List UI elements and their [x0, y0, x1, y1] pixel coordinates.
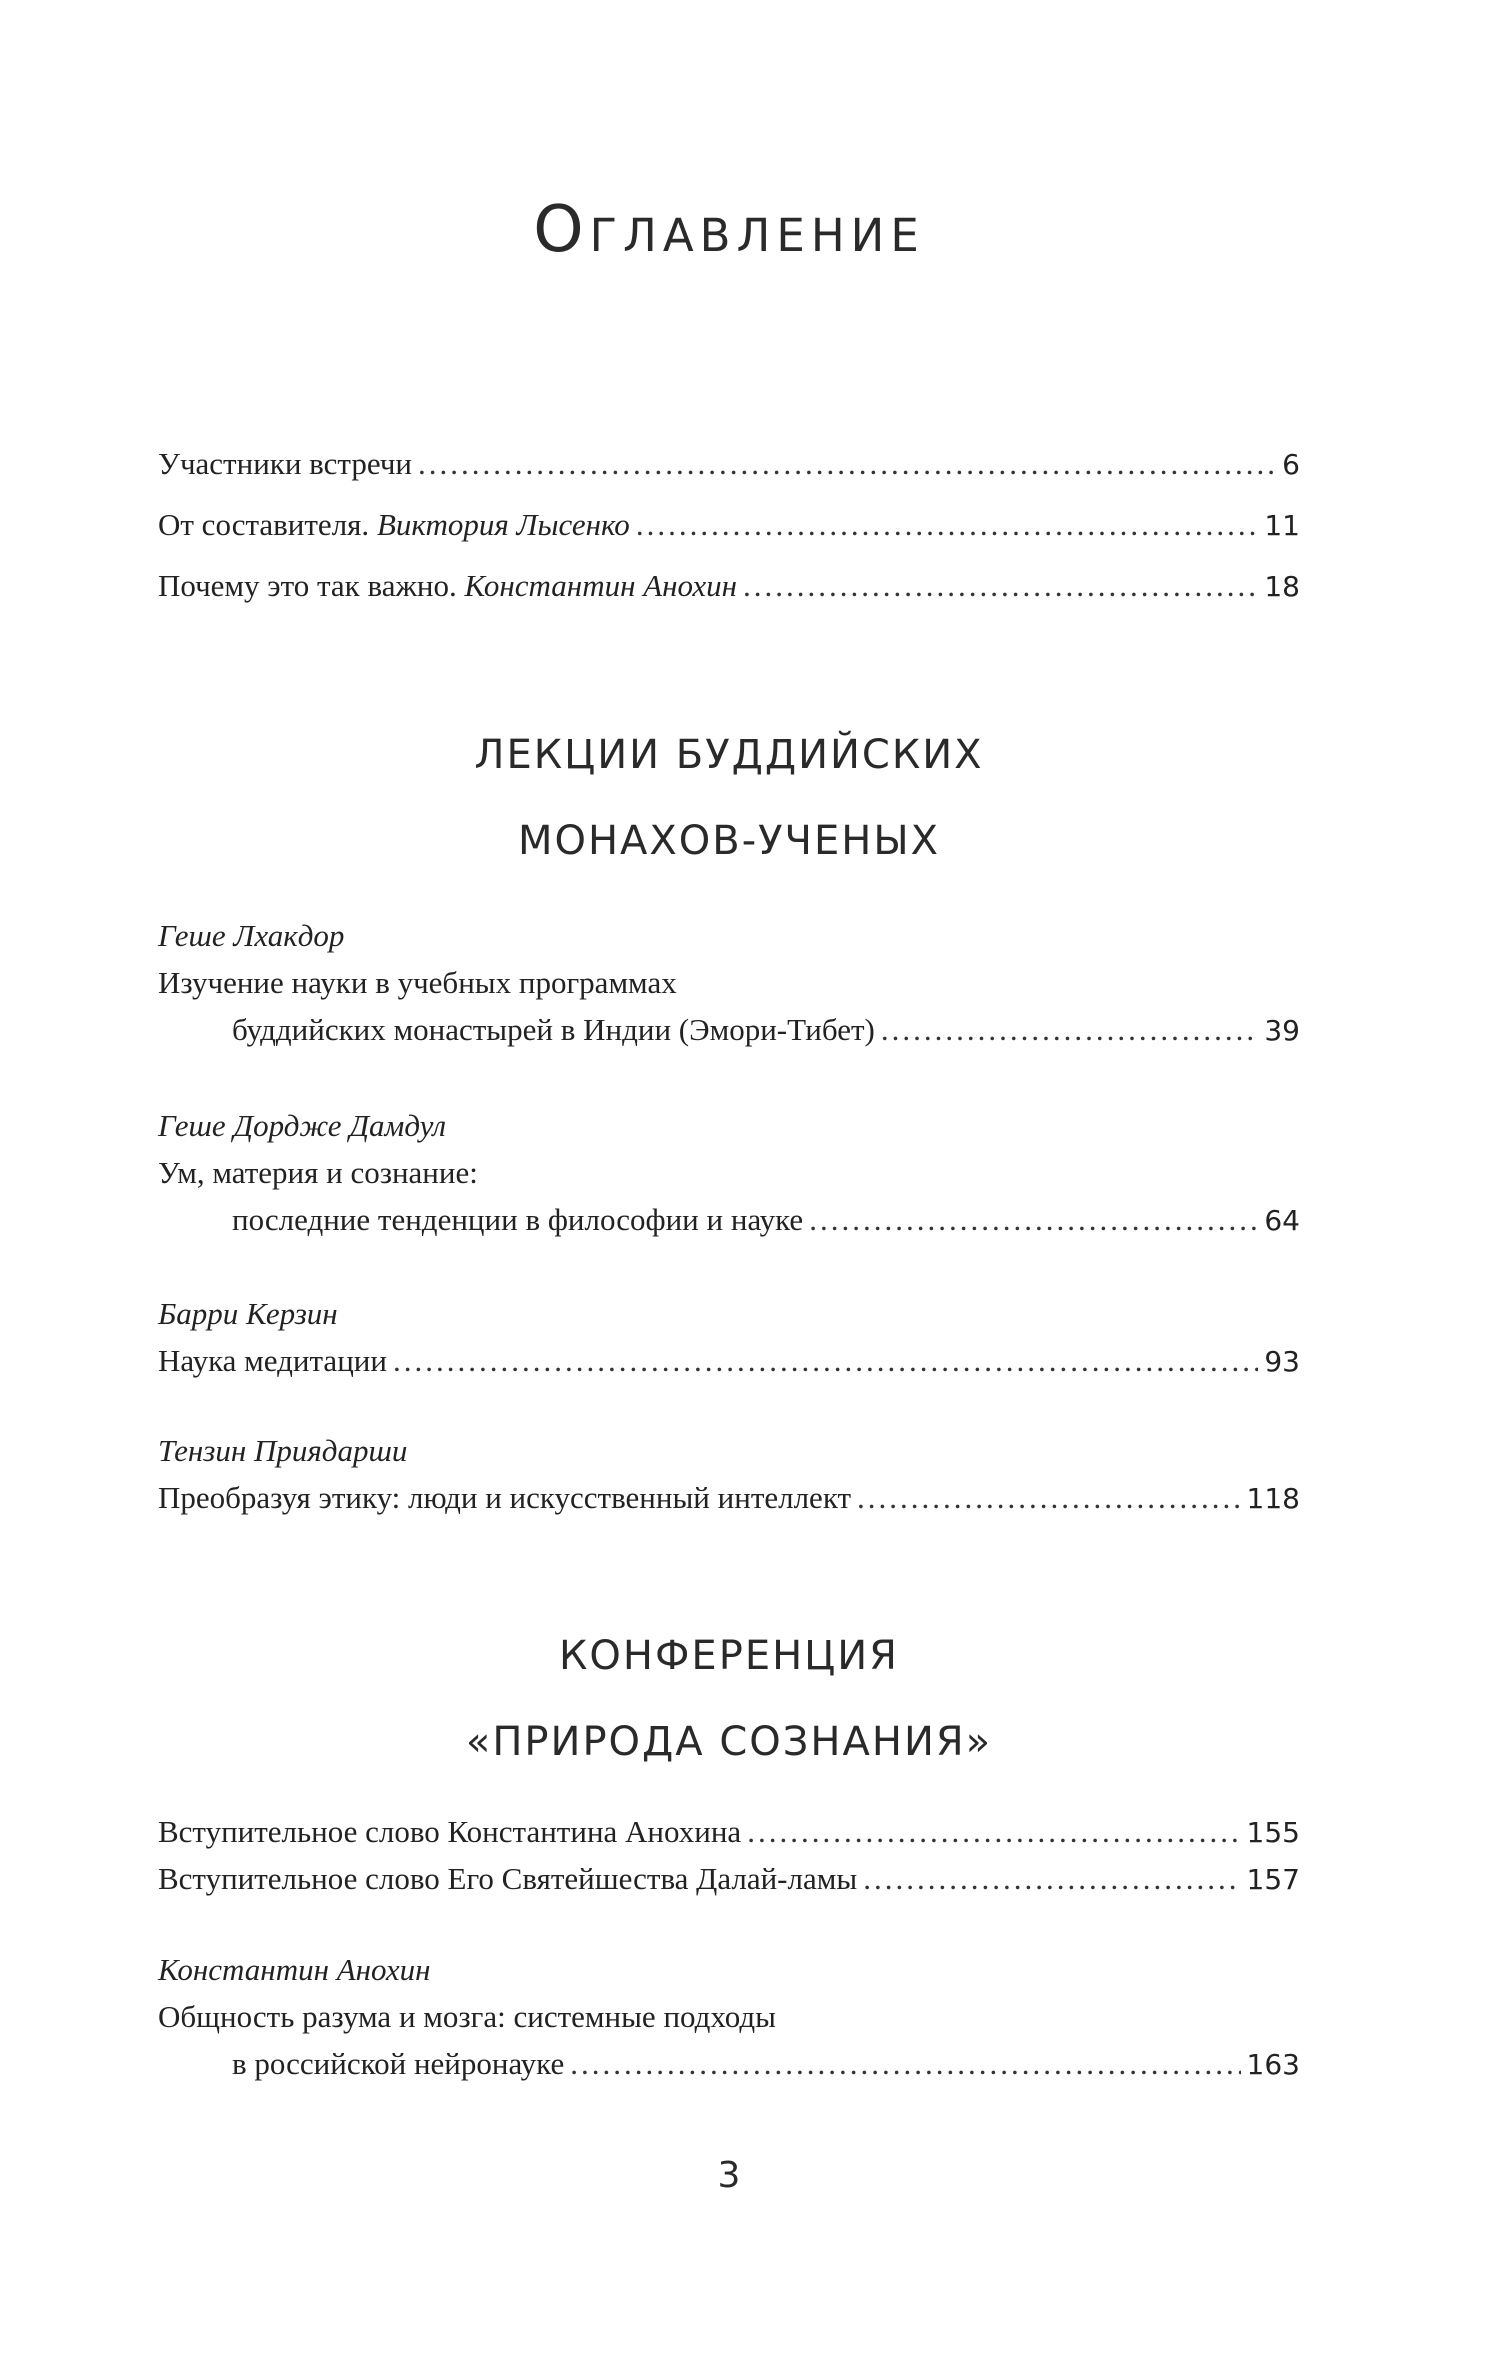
entry-text: Преобразуя этику: люди и искусственный интеллект [158, 1480, 852, 1515]
leader-dots [570, 2040, 1240, 2087]
toc-entry-intro-anokhin[interactable] [158, 1808, 1300, 1856]
section-heading-line: «ПРИРОДА СОЗНАНИЯ» [465, 1719, 993, 1765]
toc-entry-kerzin[interactable] [158, 1290, 1300, 1385]
entry-author: Константин Анохин [158, 1952, 431, 1987]
entry-author: Тензин Приядарши [158, 1433, 408, 1468]
section-heading-conference [158, 1613, 1300, 1785]
toc-entry-lhakdor[interactable] [158, 912, 1300, 1054]
page-ref: 93 [1264, 1345, 1300, 1378]
page-title: Оглавление [533, 193, 925, 267]
toc-entry-damdul[interactable] [158, 1102, 1300, 1244]
toc-entry-why-important[interactable] [158, 562, 1300, 610]
entry-text-continued: в российской нейронауке [232, 2046, 565, 2081]
entry-text: Участники встречи [158, 446, 412, 481]
entry-text-continued: последние тенденции в философии и науке [232, 1202, 804, 1237]
leader-dots [863, 1855, 1240, 1902]
entry-text: Почему это так важно. [158, 568, 465, 603]
entry-text: Наука медитации [158, 1343, 387, 1378]
entry-text: Изучение науки в учебных программах [158, 965, 677, 1000]
toc-page [158, 0, 1300, 2377]
leader-dots [857, 1474, 1241, 1521]
entry-author: Виктория Лысенко [376, 507, 630, 542]
leader-dots [393, 1337, 1258, 1384]
entry-text: От составителя. [158, 507, 377, 542]
toc-entry-compiler[interactable] [158, 501, 1300, 549]
section-heading-line: ЛЕКЦИИ БУДДИЙСКИХ [474, 732, 984, 778]
page-ref: 163 [1246, 2048, 1300, 2081]
entry-text: Вступительное слово Его Святейшества Далай-ламы [158, 1861, 858, 1896]
page-number: 3 [717, 2155, 741, 2196]
leader-dots [747, 1808, 1240, 1855]
toc-entry-anokhin[interactable] [158, 1946, 1300, 2088]
section-heading-line: МОНАХОВ-УЧЕНЫХ [517, 818, 941, 864]
entry-author: Геше Дордже Дамдул [158, 1108, 447, 1143]
page-ref: 6 [1282, 448, 1300, 481]
leader-dots [881, 1006, 1259, 1053]
section-heading-line: КОНФЕРЕНЦИЯ [559, 1633, 899, 1679]
entry-author: Барри Керзин [158, 1296, 338, 1331]
entry-author: Константин Анохин [464, 568, 738, 603]
toc-entry-priyadarshi[interactable] [158, 1427, 1300, 1522]
leader-dots [636, 501, 1259, 548]
page-ref: 39 [1264, 1014, 1300, 1047]
page-ref: 64 [1264, 1204, 1300, 1237]
entry-author: Геше Лхакдор [158, 918, 345, 953]
toc-entry-intro-dalai-lama[interactable] [158, 1855, 1300, 1903]
page-ref: 157 [1246, 1863, 1300, 1896]
section-heading-lectures [158, 712, 1300, 884]
leader-dots [743, 562, 1258, 609]
page-ref: 155 [1246, 1816, 1300, 1849]
entry-text: Вступительное слово Константина Анохина [158, 1814, 742, 1849]
page-ref: 11 [1264, 509, 1300, 542]
entry-text-continued: буддийских монастырей в Индии (Эмори-Тибет) [232, 1012, 875, 1047]
leader-dots [809, 1196, 1258, 1243]
page-ref: 18 [1264, 570, 1300, 603]
entry-text: Общность разума и мозга: системные подходы [158, 1999, 776, 2034]
entry-text: Ум, материя и сознание: [158, 1155, 478, 1190]
toc-entry-participants[interactable] [158, 440, 1300, 488]
leader-dots [418, 440, 1276, 487]
page-ref: 118 [1246, 1482, 1300, 1515]
